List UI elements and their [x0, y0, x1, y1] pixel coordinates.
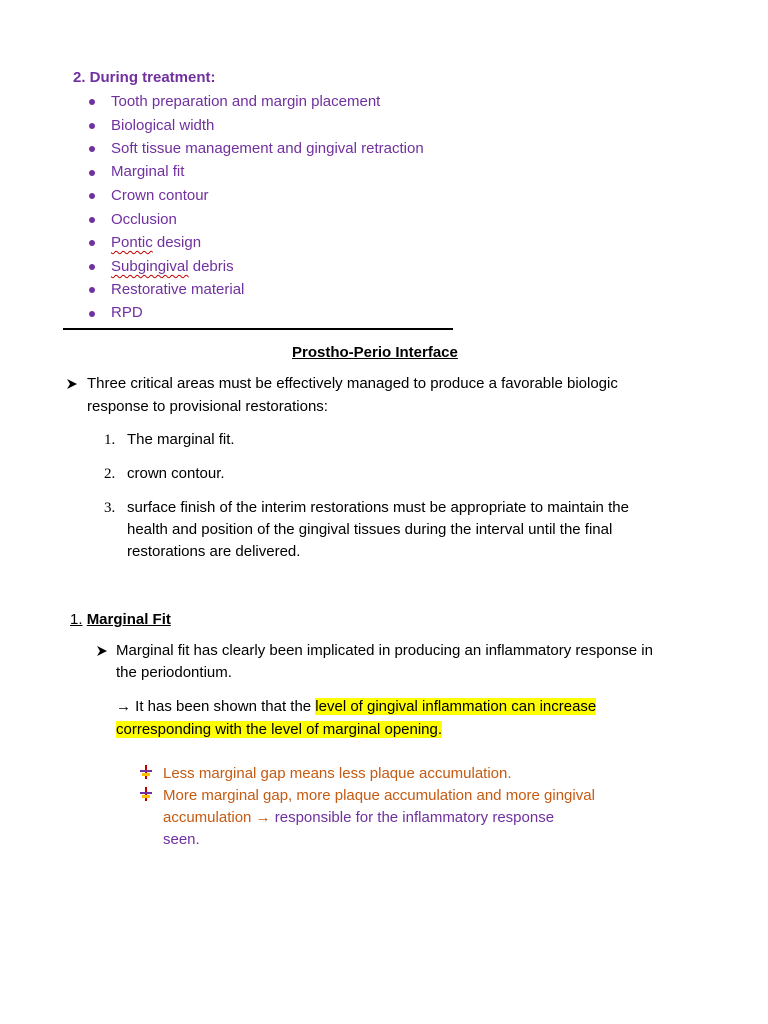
sub-bullet-text-line3: seen. — [163, 831, 200, 848]
highlighted-text: level of gingival inflammation can increase — [315, 698, 597, 715]
right-arrow-icon: → — [116, 698, 131, 715]
bullet-icon — [89, 170, 95, 176]
list-item — [111, 257, 234, 277]
bullet-icon — [89, 146, 95, 152]
list-item: Soft tissue management and gingival retraction — [111, 140, 424, 157]
plus-bullet-icon — [140, 787, 152, 801]
plus-bullet-icon — [140, 765, 152, 779]
bullet-icon — [89, 264, 95, 270]
bullet-icon — [89, 193, 95, 199]
sub-bullet-text-part: accumulation — [163, 809, 256, 826]
bullet-icon — [89, 99, 95, 105]
arrowhead-bullet-icon — [96, 645, 108, 657]
section-title: Prostho-Perio Interface — [292, 344, 458, 361]
list-item: Crown contour — [111, 187, 209, 204]
bullet-icon — [89, 240, 95, 246]
bullet-icon — [89, 217, 95, 223]
numbered-item-line1: surface finish of the interim restorations must be appropriate to maintain the — [127, 499, 629, 516]
point-text-line1: Marginal fit has clearly been implicated in producing an inflammatory response in — [116, 642, 653, 659]
list-item: Tooth preparation and margin placement — [111, 93, 381, 110]
highlighted-text: corresponding with the level of marginal opening. — [116, 721, 443, 738]
numbered-item: crown contour. — [127, 465, 225, 482]
numbered-item-line2: health and position of the gingival tissues during the interval until the final — [127, 521, 613, 538]
finding-line1 — [116, 697, 596, 717]
bullet-icon — [89, 311, 95, 317]
list-item-text: debris — [188, 258, 234, 275]
sub-bullet-text-line2 — [163, 808, 554, 828]
list-number: 1. — [104, 432, 116, 448]
heading-text: Marginal Fit — [86, 611, 171, 628]
section-heading: 2. During treatment: — [73, 69, 216, 86]
right-arrow-icon: → — [255, 809, 271, 826]
list-number: 2. — [104, 466, 116, 482]
spellcheck-word: Pontic — [111, 234, 153, 251]
list-item: Marginal fit — [111, 163, 185, 180]
list-item: Biological width — [111, 117, 215, 134]
intro-text-line1: Three critical areas must be effectively managed to produce a favorable biologic — [87, 375, 618, 392]
section-divider — [63, 328, 453, 330]
list-item: RPD — [111, 304, 143, 321]
list-number: 3. — [104, 500, 116, 516]
list-item-text: design — [152, 234, 202, 251]
bullet-icon — [89, 123, 95, 129]
sub-bullet-text-part: responsible for the inflammatory response — [270, 809, 555, 826]
bullet-icon — [89, 287, 95, 293]
heading-number: 1. — [70, 611, 83, 628]
arrowhead-bullet-icon — [66, 378, 78, 390]
list-item: Restorative material — [111, 281, 245, 298]
numbered-item-line3: restorations are delivered. — [127, 543, 301, 560]
finding-prefix: It has been shown that the — [131, 698, 316, 715]
list-item: Occlusion — [111, 211, 177, 228]
intro-text-line2: response to provisional restorations: — [87, 398, 328, 415]
spellcheck-word: Subgingival — [111, 258, 189, 275]
list-item — [111, 233, 201, 253]
subsection-heading — [70, 610, 171, 630]
finding-line2 — [116, 720, 442, 740]
sub-bullet-text-line1: More marginal gap, more plaque accumulation and more gingival — [163, 787, 595, 804]
numbered-item: The marginal fit. — [127, 431, 235, 448]
sub-bullet-text: Less marginal gap means less plaque accumulation. — [163, 765, 512, 782]
point-text-line2: the periodontium. — [116, 664, 232, 681]
